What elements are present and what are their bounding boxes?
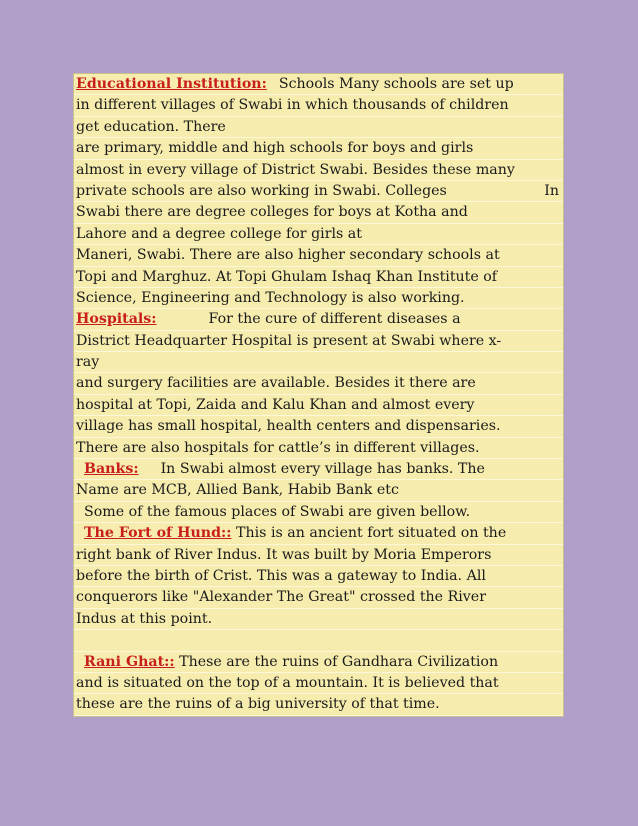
blank-line <box>74 630 563 651</box>
text-line: Indus at this point. <box>74 609 563 630</box>
heading-banks: Banks: <box>84 461 139 478</box>
text-line: There are also hospitals for cattle’s in different villages. <box>74 438 563 459</box>
text-line: these are the ruins of a big university of that time. <box>74 694 563 715</box>
line-text: This is an ancient fort situated on the <box>236 525 507 542</box>
text-line: before the birth of Crist. This was a gateway to India. All <box>74 566 563 587</box>
text-line: right bank of River Indus. It was built by Moria Emperors <box>74 545 563 566</box>
text-line: in different villages of Swabi in which thousands of children <box>74 95 563 116</box>
text-line: District Headquarter Hospital is present at Swabi where x- <box>74 331 563 352</box>
text-line <box>74 652 563 673</box>
text-line <box>74 74 563 95</box>
text-line: conquerors like "Alexander The Great" crossed the River <box>74 587 563 608</box>
line-text: In Swabi almost every village has banks. The <box>160 461 485 478</box>
document-panel <box>73 73 564 717</box>
text-line: village has small hospital, health centers and dispensaries. <box>74 416 563 437</box>
line-text: For the cure of different diseases a <box>208 311 461 328</box>
text-line <box>74 523 563 544</box>
text-line <box>74 459 563 480</box>
text-line: get education. There <box>74 117 563 138</box>
text-line: Swabi there are degree colleges for boys at Kotha and <box>74 202 563 223</box>
text-line: Name are MCB, Allied Bank, Habib Bank etc <box>74 480 563 501</box>
heading-educational-institution: Educational Institution: <box>76 76 267 92</box>
text-line: Lahore and a degree college for girls at <box>74 224 563 245</box>
heading-hospitals: Hospitals: <box>76 311 157 328</box>
line-text-right: In <box>544 182 559 199</box>
text-line: hospital at Topi, Zaida and Kalu Khan and almost every <box>74 395 563 416</box>
line-text-left: private schools are also working in Swabi. Colleges <box>76 182 447 199</box>
text-line: Science, Engineering and Technology is also working. <box>74 288 563 309</box>
text-line <box>74 181 563 202</box>
heading-fort-of-hund: The Fort of Hund:: <box>84 525 232 542</box>
text-line: Maneri, Swabi. There are also higher secondary schools at <box>74 245 563 266</box>
text-line: Some of the famous places of Swabi are given bellow. <box>74 502 563 523</box>
text-line: Topi and Marghuz. At Topi Ghulam Ishaq Khan Institute of <box>74 267 563 288</box>
text-line: and is situated on the top of a mountain. It is believed that <box>74 673 563 694</box>
line-text: These are the ruins of Gandhara Civilization <box>179 653 499 670</box>
text-line: are primary, middle and high schools for boys and girls <box>74 138 563 159</box>
line-text: Schools Many schools are set up <box>278 76 514 92</box>
text-line: ray <box>74 352 563 373</box>
heading-rani-ghat: Rani Ghat:: <box>84 653 175 670</box>
text-line: almost in every village of District Swabi. Besides these many <box>74 160 563 181</box>
text-line <box>74 309 563 330</box>
text-line: and surgery facilities are available. Besides it there are <box>74 373 563 394</box>
